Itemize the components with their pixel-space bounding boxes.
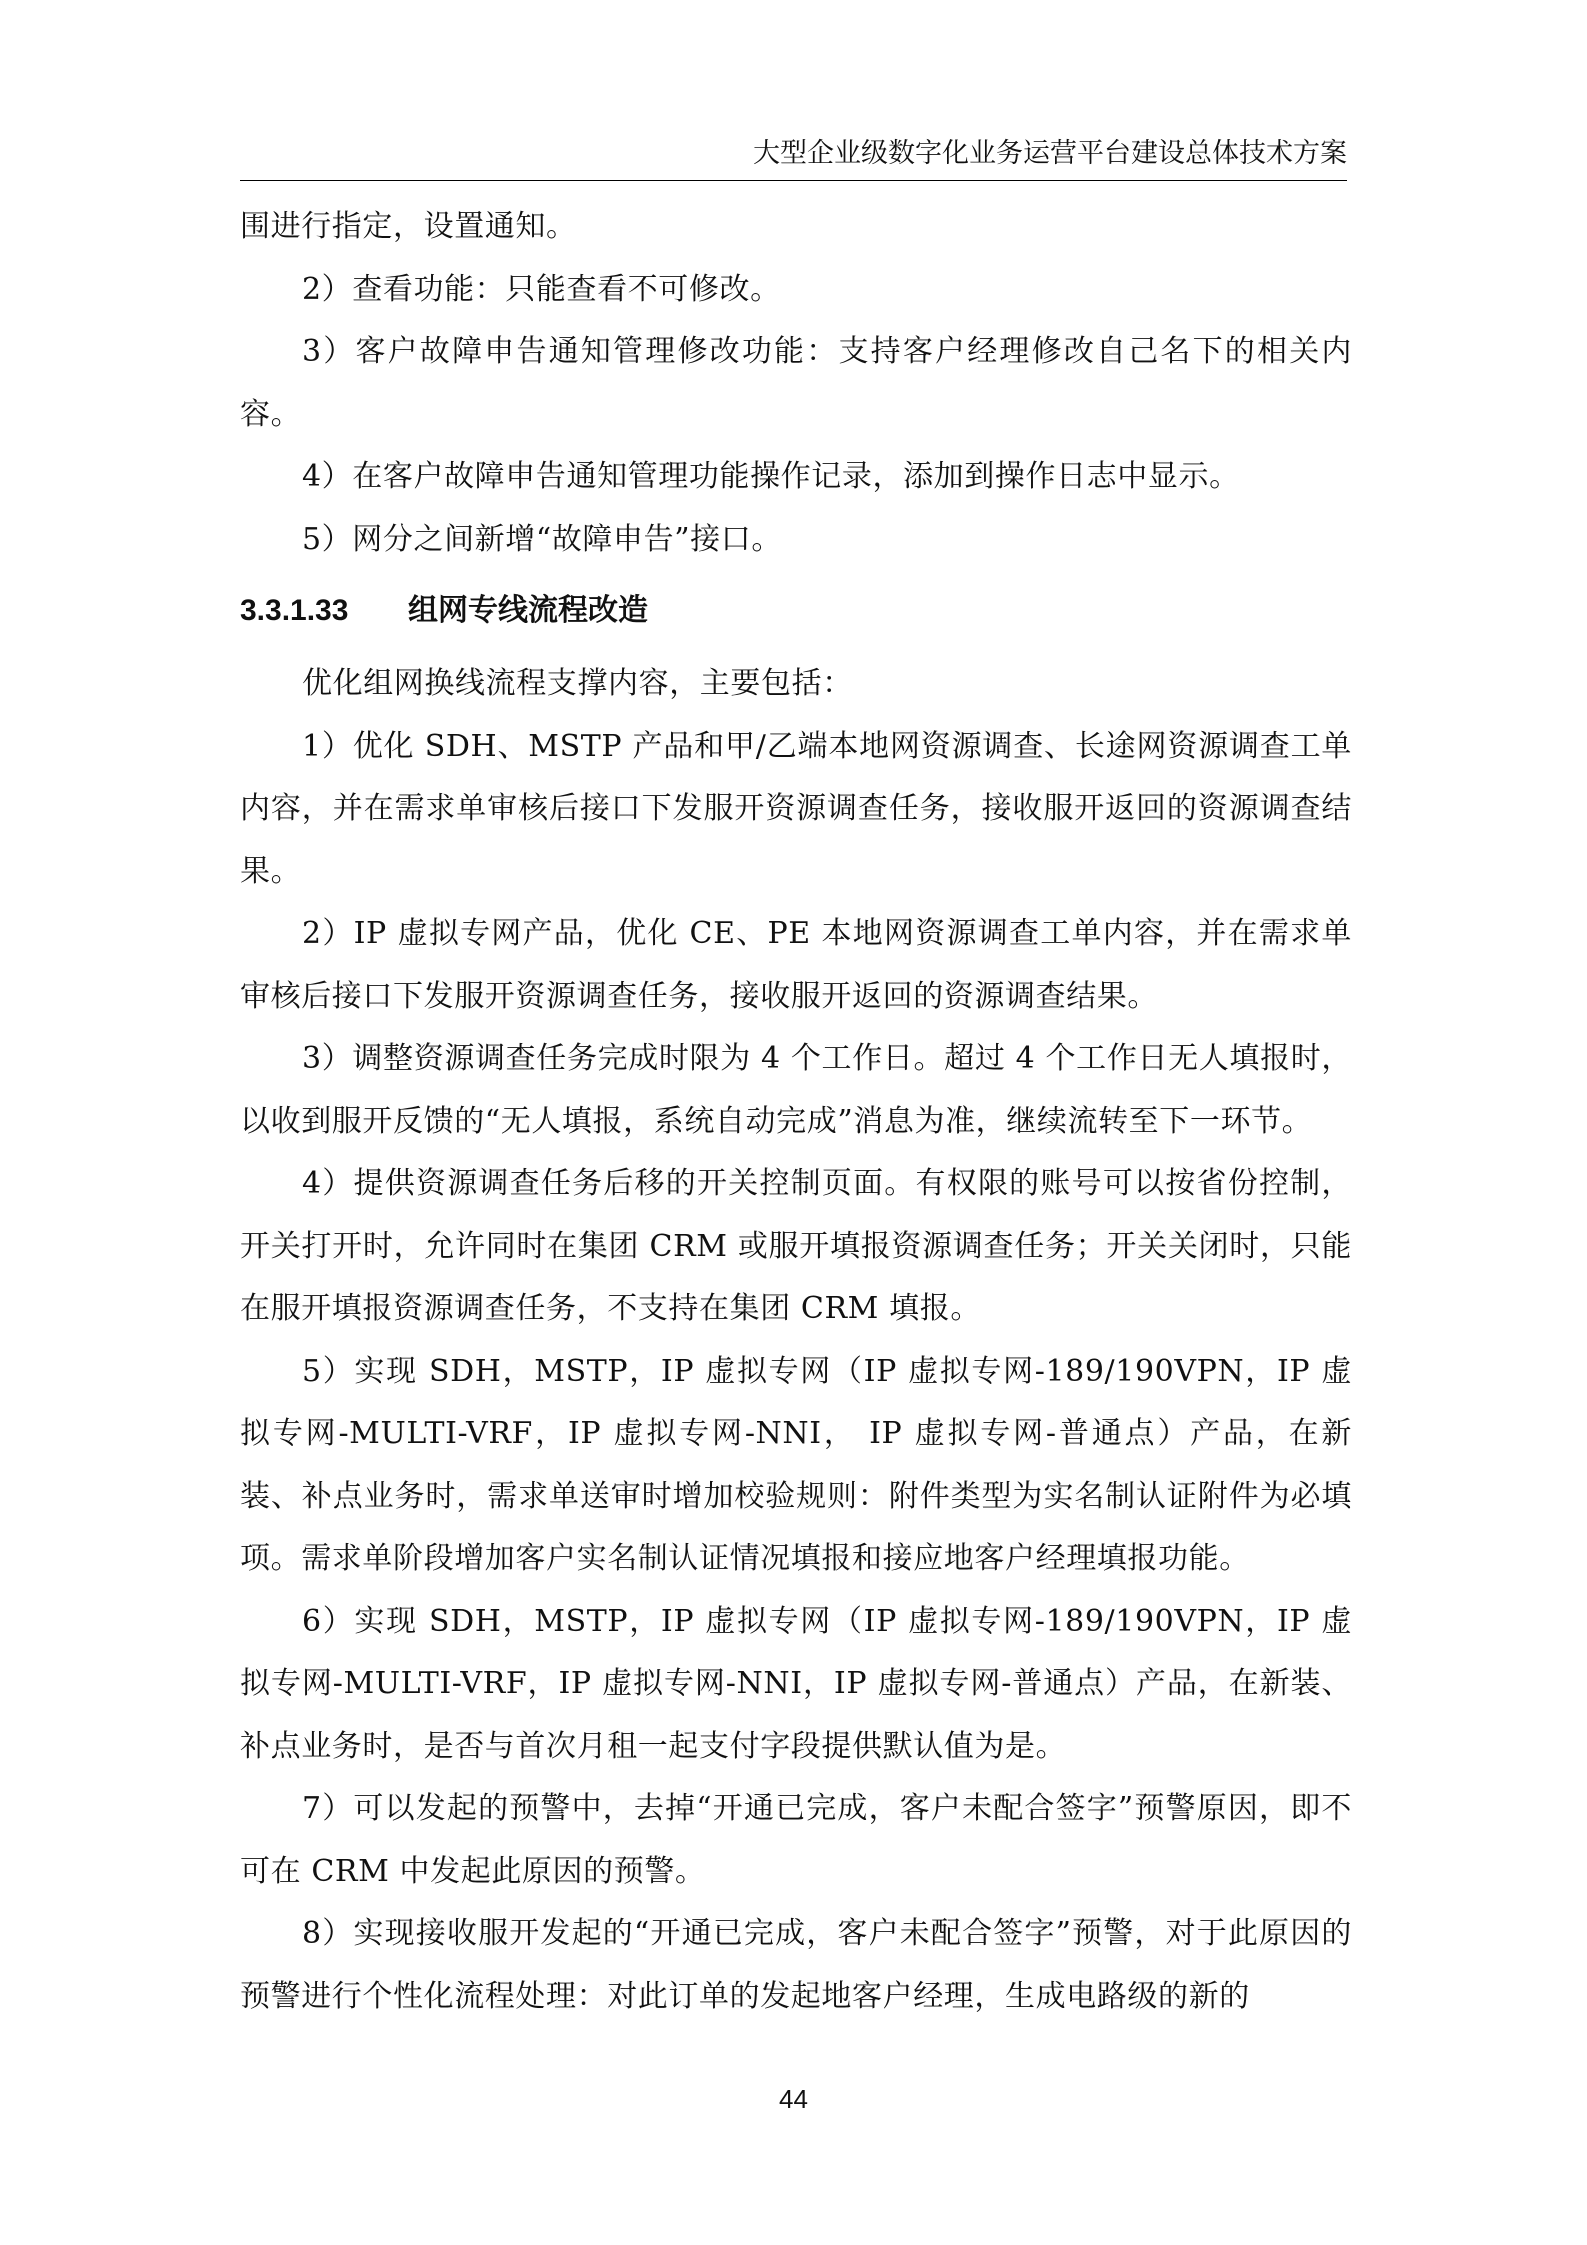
page-header [240,136,1347,181]
paragraph: 8）实现接收服开发起的“开通已完成，客户未配合签字”预警，对于此原因的预警进行个性化流程处理：对此订单的发起地客户经理，生成电路级的新的 [240,1916,1352,2014]
paragraph: 4）在客户故障申告通知管理功能操作记录，添加到操作日志中显示。 [302,459,1240,494]
paragraph: 1）优化 SDH、MSTP 产品和甲/乙端本地网资源调查、长途网资源调查工单内容，并在需求单审核后接口下发服开资源调查任务，接收服开返回的资源调查结果。 [240,728,1352,889]
paragraph: 2）查看功能：只能查看不可修改。 [302,271,781,307]
paragraph: 优化组网换线流程支撑内容，主要包括： [302,666,853,701]
document-body [240,196,1352,2028]
paragraph: 围进行指定，设置通知。 [240,209,577,244]
paragraph: 6）实现 SDH，MSTP，IP 虚拟专网（IP 虚拟专网-189/190VPN，IP 虚拟专网-MULTI-VRF，IP 虚拟专网-NNI，IP 虚拟专网-普通点）产品，在新装、补点业务时，是否与首次月租一起支付字段提供默认值为是。 [240,1603,1352,1764]
section-title: 组网专线流程改造 [408,594,648,627]
paragraph: 5）实现 SDH，MSTP，IP 虚拟专网（IP 虚拟专网-189/190VPN，IP 虚拟专网-MULTI-VRF，IP 虚拟专网-NNI， IP 虚拟专网-普通点）产品，在新装、补点业务时，需求单送审时增加校验规则：附件类型为实名制认证附件为必填项。需求单阶段增加客户实名制认证情况填报和接应地客户经理填报功能。 [240,1353,1352,1576]
section-heading [240,591,1352,631]
paragraph: 3）客户故障申告通知管理修改功能：支持客户经理修改自己名下的相关内容。 [240,334,1352,432]
section-number: 3.3.1.33 [240,594,349,627]
paragraph: 3）调整资源调查任务完成时限为 4 个工作日。超过 4 个工作日无人填报时，以收到服开反馈的“无人填报，系统自动完成”消息为准，继续流转至下一环节。 [240,1041,1352,1139]
page-number: 44 [779,2084,808,2114]
paragraph: 5）网分之间新增“故障申告”接口。 [302,521,782,557]
paragraph: 2）IP 虚拟专网产品，优化 CE、PE 本地网资源调查工单内容，并在需求单审核后接口下发服开资源调查任务，接收服开返回的资源调查结果。 [240,916,1352,1014]
document-title: 大型企业级数字化业务运营平台建设总体技术方案 [753,138,1347,169]
paragraph: 7）可以发起的预警中，去掉“开通已完成，客户未配合签字”预警原因，即不可在 CRM 中发起此原因的预警。 [240,1791,1352,1889]
paragraph: 4）提供资源调查任务后移的开关控制页面。有权限的账号可以按省份控制，开关打开时，允许同时在集团 CRM 或服开填报资源调查任务；开关关闭时，只能在服开填报资源调查任务，不支持在集团 CRM 填报。 [240,1166,1352,1326]
